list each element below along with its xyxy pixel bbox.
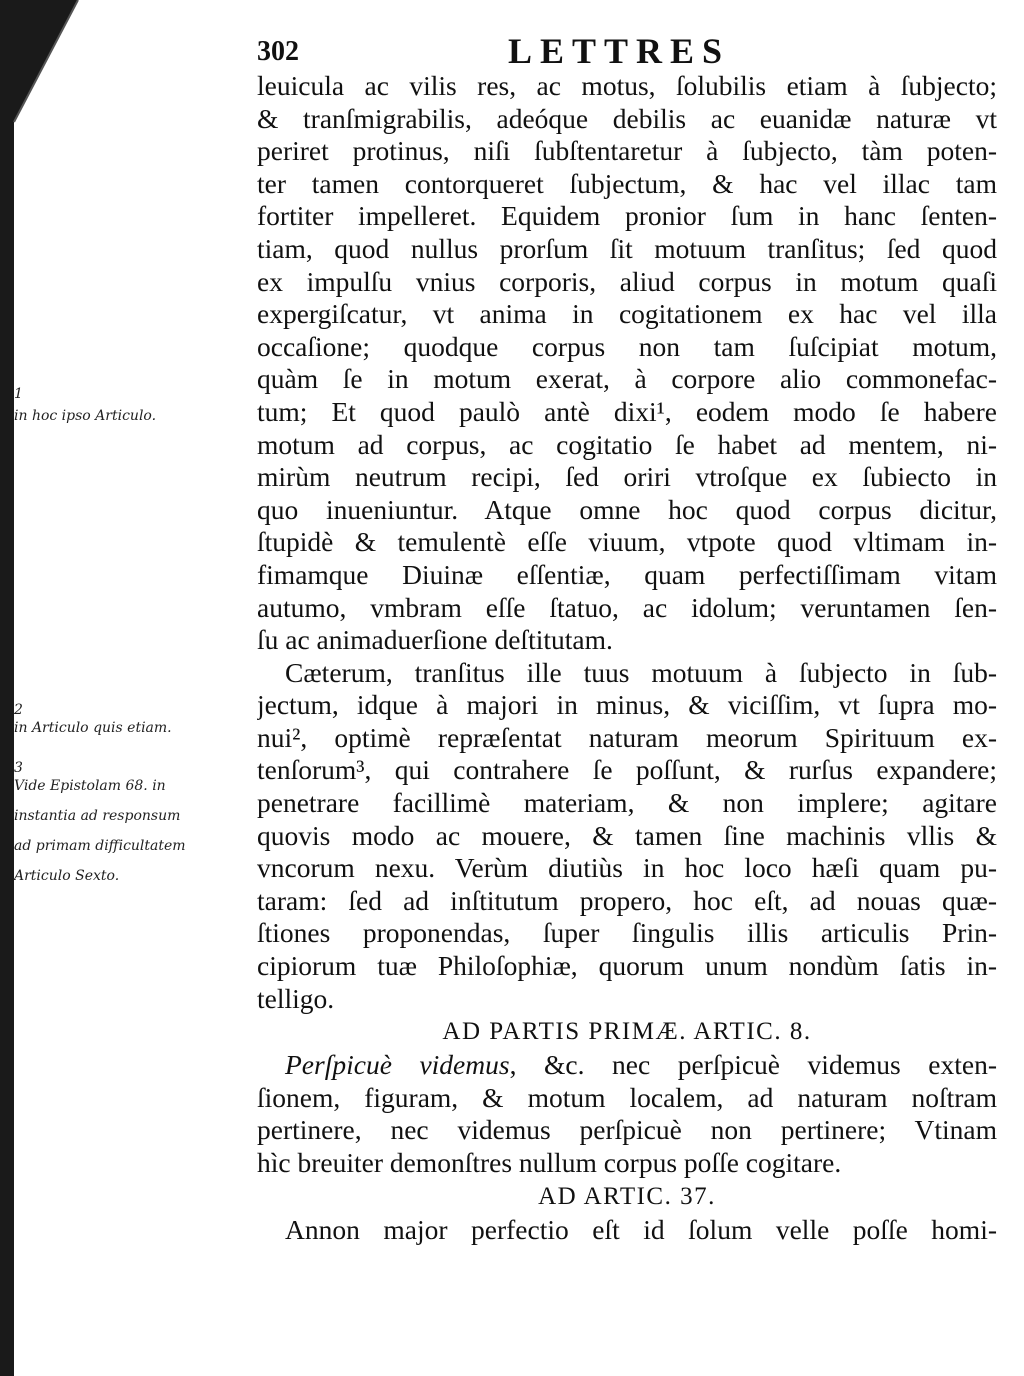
text-line: Cæterum, tranſitus ille tuus motuum à ſubjecto in ſub- — [285, 656, 997, 688]
text-line — [257, 1049, 997, 1082]
margin-note: in Articulo quis etiam. — [14, 720, 172, 736]
text-line: ſtupidè & temulentè eſſe viuum, vtpote quod vltimam in- — [257, 526, 997, 558]
section-artic-37 — [257, 1180, 997, 1247]
body-text — [257, 70, 997, 1246]
text-line: quovis modo ac mouere, & tamen ſine machinis vllis & — [257, 819, 997, 851]
running-title: LETTRES — [508, 31, 731, 71]
text-line: pertinere, nec videmus perſpicuè non pertinere; Vtinam — [257, 1114, 997, 1146]
text-line: ſtiones proponendas, ſuper ſingulis illis articulis Prin- — [257, 917, 997, 949]
text-line: motum ad corpus, ac cogitatio ſe habet ad mentem, ni- — [257, 428, 997, 460]
paragraph-2 — [257, 657, 997, 1016]
text-line: tiam, quod nullus prorſum ſit motuum tranſitus; ſed quod — [257, 232, 997, 264]
page-number: 302 — [257, 36, 299, 67]
text-line: quo inueniuntur. Atque omne hoc quod corpus dicitur, — [257, 493, 997, 525]
text-line: fortiter impelleret. Equidem pronior ſum in hanc ſenten- — [257, 200, 997, 232]
text-line: expergiſcatur, vt anima in cogitationem ex hac vel illa — [257, 298, 997, 330]
text-line: fimamque Diuinæ eſſentiæ, quam perfectiſſimam vitam — [257, 558, 997, 590]
text-line: mirùm neutrum recipi, ſed oriri vtroſque ex ſubiecto in — [257, 461, 997, 493]
text-line: taram: ſed ad inſtitutum propero, hoc eſt, ad nouas quæ- — [257, 884, 997, 916]
text-line: nui², optimè repræſentat naturam meorum Spirituum ex- — [257, 721, 997, 753]
text-line: leuicula ac vilis res, ac motus, ſolubilis etiam à ſubjecto; — [257, 70, 997, 101]
text-line: jectum, idque à majori in minus, & viciſſim, vt ſupra mo- — [257, 689, 997, 721]
text-line: hìc breuiter demonſtres nullum corpus poſſe cogitare. — [257, 1147, 842, 1178]
section-artic-8 — [257, 1015, 997, 1179]
text-line: ex impulſu vnius corporis, aliud corpus in motum quaſi — [257, 265, 997, 297]
margin-note: Articulo Sexto. — [14, 868, 120, 884]
text-line: periret protinus, niſi ſubſtentaretur à ſubjecto, tàm poten- — [257, 135, 997, 167]
text-line: ſionem, figuram, & motum localem, ad naturam noſtram — [257, 1081, 997, 1113]
text-line: Annon major perfectio eſt id ſolum velle poſſe homi- — [285, 1213, 997, 1245]
margin-note: Vide Epistolam 68. in — [14, 778, 166, 794]
page-header — [255, 22, 995, 71]
margin-note: ad primam difficultatem — [14, 838, 186, 854]
margin-note-number: 3 — [14, 760, 23, 776]
section-heading: AD PARTIS PRIMÆ. ARTIC. 8. — [442, 1018, 812, 1046]
text-line: penetrare facillimè materiam, & non implere; agitare — [257, 787, 997, 819]
text-line: vncorum nexu. Verùm diutiùs in hoc loco hæſi quam pu- — [257, 852, 997, 884]
section-heading: AD ARTIC. 37. — [538, 1182, 716, 1210]
italic-lead: Perſpicuè videmus — [285, 1049, 510, 1081]
text-line: cipiorum tuæ Philoſophiæ, quorum unum nondùm ſatis in- — [257, 950, 997, 982]
text-line: autumo, vmbram eſſe ſtatuo, ac idolum; veruntamen ſen- — [257, 591, 997, 623]
text-line: tum; Et quod paulò antè dixi¹, eodem modo ſe habere — [257, 395, 997, 427]
margin-note-number: 1 — [14, 386, 23, 402]
text-run: , &c. nec perſpicuè videmus exten- — [509, 1049, 997, 1081]
margin-note: in hoc ipso Articulo. — [14, 408, 157, 424]
text-line: & tranſmigrabilis, adeóque debilis ac euanidæ naturæ vt — [257, 102, 997, 134]
text-line: telligo. — [257, 982, 335, 1014]
text-line: ter tamen contorqueret ſubjectum, & hac vel illac tam — [257, 167, 997, 199]
text-line: occaſione; quodque corpus non tam ſuſcipiat motum, — [257, 330, 997, 362]
text-line: ſu ac animaduerſione deſtitutam. — [257, 624, 613, 656]
paragraph-1 — [257, 70, 997, 657]
text-line: tenſorum³, qui contrahere ſe poſſunt, & rurſus expandere; — [257, 754, 997, 786]
text-line: quàm ſe in motum exerat, à corpore alio commonefac- — [257, 363, 997, 395]
margin-note-number: 2 — [14, 702, 23, 718]
margin-note: instantia ad responsum — [14, 808, 181, 824]
